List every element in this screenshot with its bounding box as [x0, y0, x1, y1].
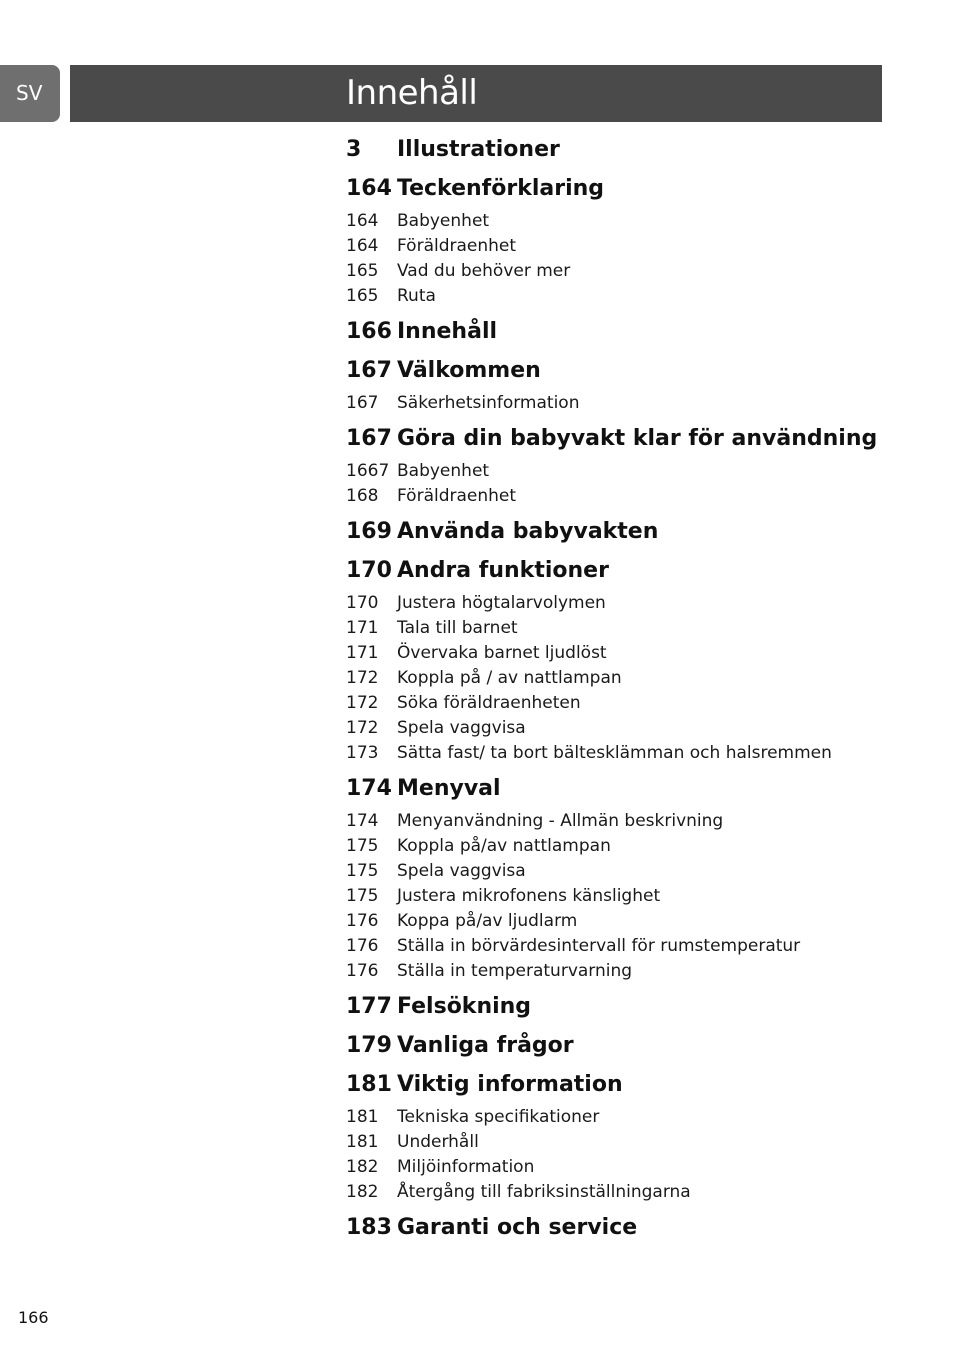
toc-heading-title: Använda babyvakten [397, 519, 659, 544]
toc-entry[interactable] [346, 483, 886, 508]
toc-entry-title: Koppa på/av ljudlarm [397, 910, 578, 931]
toc-entry-page: 181 [346, 1131, 379, 1152]
toc-entry-title: Menyanvändning - Allmän beskrivning [397, 810, 724, 831]
toc-entry[interactable] [346, 665, 886, 690]
toc-heading-title: Teckenförklaring [397, 176, 605, 201]
toc-section [346, 419, 886, 508]
toc-entry-page: 181 [346, 1106, 379, 1127]
toc-entry[interactable] [346, 690, 886, 715]
toc-heading[interactable] [346, 551, 886, 590]
toc-heading-page: 167 [346, 358, 392, 383]
toc-entry-title: Föräldraenhet [397, 485, 517, 506]
toc-section [346, 512, 886, 551]
toc-entry-page: 165 [346, 285, 379, 306]
toc-heading-title: Innehåll [397, 319, 498, 344]
toc-entry-page: 176 [346, 960, 379, 981]
toc-entry-page: 172 [346, 717, 379, 738]
toc-heading[interactable] [346, 1026, 886, 1065]
toc-entry-page: 174 [346, 810, 379, 831]
toc-heading-page: 177 [346, 994, 392, 1019]
toc-entry-page: 164 [346, 235, 379, 256]
toc-entry[interactable] [346, 958, 886, 983]
toc-heading-page: 179 [346, 1033, 392, 1058]
toc-entry-title: Koppla på / av nattlampan [397, 667, 622, 688]
toc-entry[interactable] [346, 390, 886, 415]
toc-entry[interactable] [346, 883, 886, 908]
toc-entry[interactable] [346, 833, 886, 858]
toc-heading-title: Göra din babyvakt klar för användning [397, 426, 878, 451]
toc-heading[interactable] [346, 169, 886, 208]
toc-entry[interactable] [346, 715, 886, 740]
language-tab: SV [0, 65, 60, 122]
toc-heading-page: 167 [346, 426, 392, 451]
toc-entry[interactable] [346, 858, 886, 883]
toc-entry[interactable] [346, 233, 886, 258]
toc-entry-page: 165 [346, 260, 379, 281]
toc-section [346, 1026, 886, 1065]
toc-entry-page: 176 [346, 935, 379, 956]
toc-heading-title: Garanti och service [397, 1215, 638, 1240]
toc-entry-title: Babyenhet [397, 210, 490, 231]
toc-entry[interactable] [346, 1179, 886, 1204]
toc-heading[interactable] [346, 312, 886, 351]
toc-entry[interactable] [346, 640, 886, 665]
toc-entry-page: 182 [346, 1181, 379, 1202]
toc-entry-title: Miljöinformation [397, 1156, 535, 1177]
toc-heading[interactable] [346, 987, 886, 1026]
toc-heading-title: Felsökning [397, 994, 532, 1019]
toc-entry[interactable] [346, 615, 886, 640]
toc-entry-page: 172 [346, 692, 379, 713]
toc-entry-title: Underhåll [397, 1131, 479, 1152]
toc-entry[interactable] [346, 1154, 886, 1179]
toc-entry[interactable] [346, 908, 886, 933]
toc-entry-page: 168 [346, 485, 379, 506]
toc-section [346, 169, 886, 308]
toc-entry-title: Justera mikrofonens känslighet [397, 885, 661, 906]
toc-entry-title: Återgång till fabriksinställningarna [397, 1181, 691, 1202]
page-title: Innehåll [346, 73, 478, 113]
toc-entry-title: Ställa in börvärdesintervall för rumstemperatur [397, 935, 801, 956]
toc-entry-page: 182 [346, 1156, 379, 1177]
toc-entry-title: Koppla på/av nattlampan [397, 835, 611, 856]
toc-heading-title: Andra funktioner [397, 558, 609, 583]
toc-heading-title: Välkommen [397, 358, 541, 383]
toc-entry-title: Ställa in temperaturvarning [397, 960, 633, 981]
toc-entry-title: Spela vaggvisa [397, 717, 526, 738]
toc-entry-title: Föräldraenhet [397, 235, 517, 256]
toc-entry[interactable] [346, 590, 886, 615]
toc-entry-page: 172 [346, 667, 379, 688]
toc-entry[interactable] [346, 258, 886, 283]
toc-entry[interactable] [346, 208, 886, 233]
toc-heading-title: Viktig information [397, 1072, 623, 1097]
toc-heading-page: 164 [346, 176, 392, 201]
toc-entry[interactable] [346, 933, 886, 958]
toc-entry-page: 164 [346, 210, 379, 231]
toc-entry[interactable] [346, 808, 886, 833]
toc-heading[interactable] [346, 130, 886, 169]
toc-section [346, 312, 886, 351]
toc-entry-title: Tala till barnet [397, 617, 518, 638]
toc-heading-page: 166 [346, 319, 392, 344]
toc-heading[interactable] [346, 769, 886, 808]
toc-heading[interactable] [346, 1208, 886, 1247]
toc-entry[interactable] [346, 1129, 886, 1154]
toc-heading[interactable] [346, 351, 886, 390]
toc-entry[interactable] [346, 458, 886, 483]
toc-entry-title: Spela vaggvisa [397, 860, 526, 881]
toc-section [346, 130, 886, 169]
toc-heading-page: 3 [346, 137, 362, 162]
toc-entry-page: 1667 [346, 460, 390, 481]
toc-entry-page: 171 [346, 617, 379, 638]
toc-entry-title: Vad du behöver mer [397, 260, 571, 281]
toc-entry-page: 170 [346, 592, 379, 613]
toc-entry-page: 171 [346, 642, 379, 663]
toc-entry-page: 175 [346, 885, 379, 906]
table-of-contents [346, 130, 886, 1247]
toc-heading-page: 181 [346, 1072, 392, 1097]
toc-section [346, 351, 886, 415]
toc-entry[interactable] [346, 1104, 886, 1129]
toc-entry-title: Söka föräldraenheten [397, 692, 581, 713]
toc-entry-title: Babyenhet [397, 460, 490, 481]
title-bar [70, 65, 882, 122]
toc-heading-title: Menyval [397, 776, 501, 801]
toc-heading-page: 170 [346, 558, 392, 583]
toc-heading-page: 183 [346, 1215, 392, 1240]
toc-entry-title: Justera högtalarvolymen [397, 592, 606, 613]
toc-entry-title: Säkerhetsinformation [397, 392, 580, 413]
toc-heading-title: Illustrationer [397, 137, 560, 162]
toc-heading[interactable] [346, 419, 886, 458]
toc-entry[interactable] [346, 740, 886, 765]
toc-entry-title: Sätta fast/ ta bort bältesklämman och halsremmen [397, 742, 832, 763]
toc-entry-page: 175 [346, 835, 379, 856]
toc-section [346, 987, 886, 1026]
toc-section [346, 1065, 886, 1204]
toc-section [346, 1208, 886, 1247]
toc-heading-title: Vanliga frågor [397, 1033, 574, 1058]
toc-heading[interactable] [346, 1065, 886, 1104]
toc-entry-page: 167 [346, 392, 379, 413]
page-number: 166 [18, 1308, 49, 1327]
toc-section [346, 551, 886, 765]
toc-section [346, 769, 886, 983]
toc-heading-page: 174 [346, 776, 392, 801]
toc-heading[interactable] [346, 512, 886, 551]
toc-entry-page: 173 [346, 742, 379, 763]
toc-entry-page: 175 [346, 860, 379, 881]
toc-entry-title: Tekniska specifikationer [397, 1106, 600, 1127]
toc-entry-title: Ruta [397, 285, 436, 306]
toc-heading-page: 169 [346, 519, 392, 544]
toc-entry-title: Övervaka barnet ljudlöst [397, 642, 607, 663]
toc-entry[interactable] [346, 283, 886, 308]
toc-entry-page: 176 [346, 910, 379, 931]
